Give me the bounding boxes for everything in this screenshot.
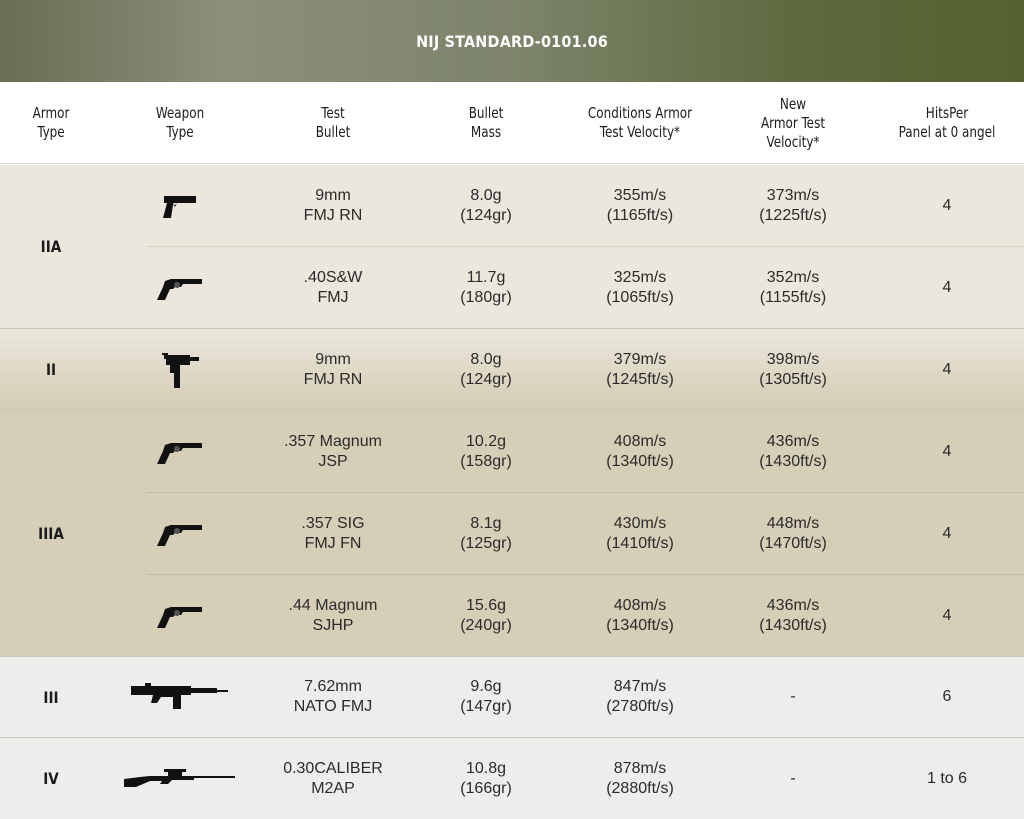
table-row (0, 493, 1024, 575)
conditions-velocity: 878m/s (2880ft/s) (606, 759, 674, 797)
bullet-mass: 10.8g (166gr) (460, 759, 512, 797)
pistol-icon (102, 165, 258, 247)
header-conditions-velocity: Conditions Armor Test Velocity* (587, 104, 693, 141)
armor-type-label: IIA (40, 237, 62, 256)
new-velocity: 398m/s (1305ft/s) (759, 351, 827, 388)
bullet-mass: 8.1g (125gr) (460, 515, 512, 552)
assault-rifle-icon (102, 657, 258, 737)
armor-type-label: IV (43, 769, 59, 788)
bullet-mass: 10.2g (158gr) (460, 433, 512, 470)
bullet-mass: 8.0g (124gr) (460, 187, 512, 224)
conditions-velocity: 325m/s (1065ft/s) (606, 269, 674, 306)
hits-per-panel: 4 (942, 279, 952, 296)
header-test-bullet: Test Bullet (315, 104, 351, 141)
bullet-mass: 9.6g (147gr) (460, 678, 512, 715)
bullet-mass: 15.6g (240gr) (460, 597, 512, 634)
test-bullet: .357 Magnum JSP (284, 433, 382, 470)
sniper-rifle-icon (102, 738, 258, 819)
conditions-velocity: 847m/s (2780ft/s) (606, 678, 674, 715)
table-row (0, 411, 1024, 493)
test-bullet: 0.30CALIBER M2AP (283, 759, 383, 797)
new-velocity: 436m/s (1430ft/s) (759, 597, 827, 634)
test-bullet: .40S&W FMJ (303, 269, 363, 306)
table-row (0, 657, 1024, 737)
armor-type-label: IIIA (38, 523, 64, 543)
table-row (0, 575, 1024, 657)
bullet-mass: 8.0g (124gr) (460, 351, 512, 388)
conditions-velocity: 408m/s (1340ft/s) (606, 597, 674, 634)
conditions-velocity: 379m/s (1245ft/s) (606, 351, 674, 388)
armor-type-label: III (43, 687, 59, 707)
hits-per-panel: 4 (942, 607, 952, 624)
table-row (0, 329, 1024, 411)
table-title-bar (0, 0, 1024, 82)
revolver-icon (102, 575, 258, 657)
armor-type-label: II (45, 359, 57, 379)
new-velocity: 436m/s (1430ft/s) (759, 433, 827, 470)
revolver-icon (102, 411, 258, 493)
test-bullet: 7.62mm NATO FMJ (293, 678, 373, 715)
header-new-velocity: New Armor Test Velocity* (760, 94, 826, 151)
hits-per-panel: 4 (942, 525, 952, 542)
test-bullet: 9mm FMJ RN (303, 351, 363, 388)
hits-per-panel: 6 (942, 688, 952, 705)
revolver-icon (102, 493, 258, 575)
revolver-icon (102, 247, 258, 329)
header-weapon-type: Weapon Type (155, 104, 205, 141)
header-hits-per-panel: HitsPer Panel at 0 angel (898, 104, 996, 141)
header-bullet-mass: Bullet Mass (468, 104, 504, 141)
new-velocity: 448m/s (1470ft/s) (759, 515, 827, 552)
header-armor-type: Armor Type (32, 104, 70, 141)
conditions-velocity: 408m/s (1340ft/s) (606, 433, 674, 470)
hits-per-panel: 4 (942, 361, 952, 378)
conditions-velocity: 430m/s (1410ft/s) (606, 515, 674, 552)
new-velocity: - (790, 688, 796, 705)
submachine-gun-icon (102, 329, 258, 411)
hits-per-panel: 1 to 6 (926, 769, 968, 787)
table-header-row (0, 82, 1024, 164)
bullet-mass: 11.7g (180gr) (460, 269, 512, 306)
table-row (0, 247, 1024, 329)
table-row (0, 738, 1024, 819)
new-velocity: 373m/s (1225ft/s) (759, 187, 827, 224)
new-velocity: 352m/s (1155ft/s) (759, 269, 827, 306)
test-bullet: .44 Magnum SJHP (288, 597, 378, 634)
table-row (0, 165, 1024, 247)
test-bullet: 9mm FMJ RN (303, 187, 363, 224)
test-bullet: .357 SIG FMJ FN (301, 515, 365, 552)
table-title: NIJ STANDARD-0101.06 (416, 31, 608, 51)
hits-per-panel: 4 (942, 443, 952, 460)
conditions-velocity: 355m/s (1165ft/s) (606, 187, 674, 224)
hits-per-panel: 4 (942, 197, 952, 214)
new-velocity: - (790, 769, 796, 787)
